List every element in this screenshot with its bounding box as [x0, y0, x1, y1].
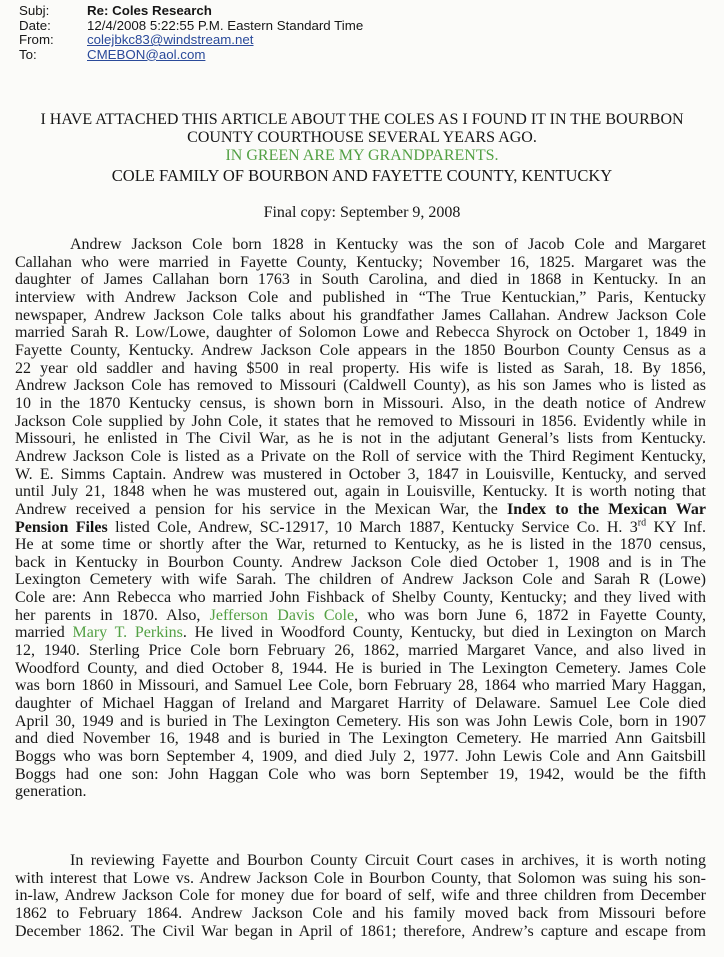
text-line: Andrew Jackson Cole born 1828 in Kentucky was the son of Jacob Cole and Margaret [70, 236, 706, 253]
text-line: Callahan who were married in Fayette County, Kentucky; November 16, 1825. Margaret was the [15, 253, 706, 271]
heading-grandparents: IN GREEN ARE MY GRANDPARENTS. [225, 147, 499, 164]
to-link[interactable]: CMEBON@aol.com [87, 46, 206, 62]
text-line: back in Kentucky in Bourbon County. Andrew Jackson Cole died October 1, 1908 and is in The [15, 553, 706, 571]
text-line [15, 519, 706, 537]
heading-line-1: I HAVE ATTACHED THIS ARTICLE ABOUT THE COLES AS I FOUND IT IN THE BOURBON [40, 111, 684, 128]
text-span: her parents in 1870. Also, [15, 606, 201, 624]
text-line: Woodford County, and died October 8, 1944. He is buried in The Lexington Cemetery. James Cole [15, 659, 706, 677]
text-line: with interest that Lowe vs. Andrew Jackson Cole in Bourbon County, that Solomon was suing his son- [15, 869, 706, 887]
text-line: In reviewing Fayette and Bourbon County Circuit Court cases in archives, it is worth noting [70, 852, 706, 869]
paragraph-1 [15, 236, 706, 801]
text-line: Jackson Cole supplied by John Cole, it states that he removed to Missouri in 1856. Evidently while in [15, 412, 706, 430]
grandmother-name: Mary T. Perkins [72, 624, 183, 642]
text-line [15, 501, 706, 519]
subject-label: Subj: [19, 3, 50, 18]
text-line: and died November 16, 1948 and is buried in The Lexington Cemetery. He married Ann Gaitsbill [15, 730, 706, 748]
text-line: April 30, 1949 and is buried in The Lexington Cemetery. His son was John Lewis Cole, born in 1907 [15, 712, 706, 730]
text-span: . He lived in Woodford County, Kentucky, but died in Lexington on March [182, 624, 707, 642]
text-line: 10 in the 1870 Kentucky census, is shown born in Missouri. Also, in the death notice of Andrew [15, 394, 706, 412]
text-line: generation. [15, 783, 87, 801]
text-line: was born 1860 in Missouri, and Samuel Lee Cole, born February 28, 1864 who married Mary Haggan, [15, 677, 706, 695]
email-header [19, 4, 363, 62]
text-line: Boggs had one son: John Haggan Cole who was born September 19, 1942, would be the fifth [15, 765, 706, 783]
text-span: KY Inf. [646, 518, 707, 536]
text-line: daughter of Michael Haggan of Ireland and Margaret Harrity of Delaware. Samuel Lee Cole died [15, 695, 706, 713]
heading-title: COLE FAMILY OF BOURBON AND FAYETTE COUNTY, KENTUCKY [111, 166, 613, 185]
text-line: W. E. Simms Captain. Andrew was mustered in October 3, 1847 in Louisville, Kentucky, and served [15, 465, 706, 483]
bold-title: Pension Files [15, 518, 108, 536]
text-span: , who was born June 6, 1872 in Fayette County, [354, 606, 707, 624]
subject: Re: Coles Research [87, 3, 212, 18]
text-line: Andrew Jackson Cole has removed to Missouri (Caldwell County), as his son James who is listed as [15, 377, 706, 395]
text-line: Boggs who was born September 4, 1909, and died July 2, 1977. John Lewis Cole and Ann Gaitsbill [15, 748, 706, 766]
superscript: rd [637, 517, 647, 529]
paragraph-2 [15, 852, 706, 940]
grandfather-name: Jefferson Davis Cole [209, 606, 355, 624]
date: 12/4/2008 5:22:55 P.M. Eastern Standard Time [87, 17, 364, 33]
text-line: 22 year old saddler and having $500 in real property. His wife is listed as Sarah, 18. By 1856, [15, 359, 706, 377]
text-line: He at some time or shortly after the War, returned to Kentucky, as he is listed in the 1870 census, [15, 536, 706, 554]
final-copy: Final copy: September 9, 2008 [263, 204, 461, 221]
text-line: 12, 1940. Sterling Price Cole born February 26, 1862, married Margaret Vance, and also lived in [15, 642, 706, 660]
text-span: married [15, 624, 65, 642]
from-link[interactable]: colejbkc83@windstream.net [87, 32, 254, 48]
text-line: Lexington Cemetery with wife Sarah. The children of Andrew Jackson Cole and Sarah R (Lowe) [15, 571, 706, 589]
heading-line-2: COUNTY COURTHOUSE SEVERAL YEARS AGO. [187, 129, 537, 146]
text-line: Cole are: Ann Rebecca who married John Fishback of Shelby County, Kentucky; and they lived with [15, 589, 706, 607]
text-line: married Sarah R. Low/Lowe, daughter of Solomon Lowe and Rebecca Shyrock on October 1, 1849 in [15, 324, 706, 342]
text-line [15, 624, 706, 642]
text-line: December 1862. The Civil War began in April of 1861; therefore, Andrew’s capture and escape from [15, 922, 706, 940]
text-line: in-law, Andrew Jackson Cole for money due for board of self, wife and three children from December [15, 887, 706, 905]
from-label: From: [19, 32, 54, 48]
date-label: Date: [19, 17, 51, 33]
text-span: listed Cole, Andrew, SC-12917, 10 March 1887, Kentucky Service Co. H. 3 [107, 518, 638, 536]
text-line [15, 607, 706, 625]
text-span: Andrew received a pension for his service in the Mexican War, the [15, 500, 498, 518]
bold-title: Index to the Mexican War [507, 500, 707, 518]
text-line: Fayette County, Kentucky. Andrew Jackson Cole appears in the 1850 Bourbon County Census as a [15, 341, 706, 359]
text-line: 1862 to February 1864. Andrew Jackson Cole and his family moved back from Missouri before [15, 904, 706, 922]
text-line: until July 21, 1848 when he was mustered out, again in Louisville, Kentucky. It is worth noting that [15, 483, 706, 501]
text-line: Missouri, he enlisted in The Civil War, as he is not in the adjutant General’s lists from Kentucky. [15, 430, 706, 448]
to-label: To: [19, 46, 37, 62]
text-line: newspaper, Andrew Jackson Cole talks about his grandfather James Callahan. Andrew Jackson Cole [15, 306, 706, 324]
text-line: daughter of James Callahan born 1763 in South Carolina, and died in 1868 in Kentucky. In an [15, 271, 706, 289]
text-line: Andrew Jackson Cole is listed as a Private on the Roll of service with the Third Regiment Kentucky, [15, 447, 706, 465]
text-line: interview with Andrew Jackson Cole and published in “The True Kentuckian,” Paris, Kentucky [15, 288, 706, 306]
